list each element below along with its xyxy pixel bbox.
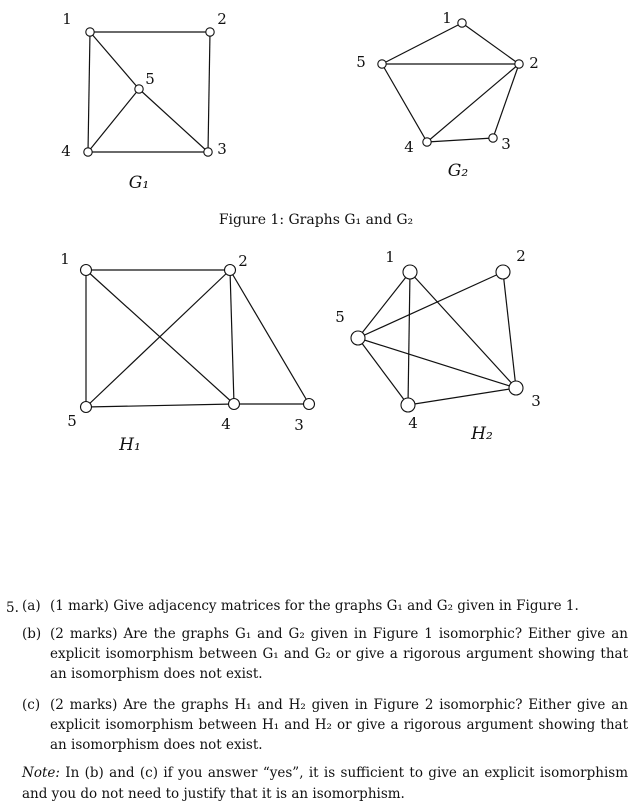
g2-edge-4-3 xyxy=(427,138,493,142)
g2-vertex-5 xyxy=(378,60,386,68)
part-a-label: (a) xyxy=(22,598,41,614)
h2-edge-1-4 xyxy=(408,272,410,405)
g1-graph-label: G₁ xyxy=(128,173,150,193)
g2-edge-5-4 xyxy=(382,64,427,142)
g2-vertex-3 xyxy=(489,134,497,142)
g2-vertex-label-3: 3 xyxy=(501,135,511,153)
g1-vertex-label-3: 3 xyxy=(217,140,227,158)
note xyxy=(22,763,628,805)
g2-vertex-label-2: 2 xyxy=(529,54,539,72)
h2-vertex-1 xyxy=(403,265,417,279)
g2-vertex-1 xyxy=(458,19,466,27)
g1-vertex-label-4: 4 xyxy=(61,142,71,160)
h2-vertex-2 xyxy=(496,265,510,279)
h1-edge-2-3 xyxy=(230,270,309,404)
h2-edge-1-5 xyxy=(358,272,410,338)
g1-edge-1-4 xyxy=(88,32,90,152)
h1-vertex-label-2: 2 xyxy=(238,252,248,270)
g2-graph-label: G₂ xyxy=(447,161,469,181)
h1-edge-5-4 xyxy=(86,404,234,407)
g1-vertex-label-1: 1 xyxy=(62,10,72,28)
h2-vertex-label-3: 3 xyxy=(531,392,541,410)
figure-1-caption: Figure 1: Graphs G₁ and G₂ xyxy=(218,212,414,228)
h1-graph-label: H₁ xyxy=(119,435,141,455)
g1-edge-5-4 xyxy=(88,89,139,152)
h2-edge-5-4 xyxy=(358,338,408,405)
g2-vertex-label-5: 5 xyxy=(356,53,366,71)
g2-edge-1-5 xyxy=(382,23,462,64)
h1-vertex-2 xyxy=(225,265,236,276)
g2-vertex-4 xyxy=(423,138,431,146)
h2-vertex-label-1: 1 xyxy=(385,248,395,266)
g1-vertex-1 xyxy=(86,28,94,36)
h2-graph-label: H₂ xyxy=(471,424,493,444)
h1-vertex-3 xyxy=(304,399,315,410)
h1-vertex-1 xyxy=(81,265,92,276)
part-c-text: (2 marks) Are the graphs H₁ and H₂ given in Figure 2 isomorphic? Either give an explicit isomorphism between H₁ and H₂ or give a rigorous argument showing that an isomorphism does not exist. xyxy=(50,697,628,753)
part-b xyxy=(22,624,628,684)
g2-vertex-label-1: 1 xyxy=(442,9,452,27)
g2-vertex-2 xyxy=(515,60,523,68)
g1-vertex-2 xyxy=(206,28,214,36)
h1-vertex-label-4: 4 xyxy=(221,415,231,433)
h1-vertex-label-1: 1 xyxy=(60,250,70,268)
part-a xyxy=(22,596,628,616)
g2-vertex-label-4: 4 xyxy=(404,138,414,156)
g1-vertex-5 xyxy=(135,85,143,93)
note-text: In (b) and (c) if you answer “yes”, it is sufficient to give an explicit isomorphism and you do not need to justify that it is an isomorphism. xyxy=(22,765,628,802)
g1-vertex-label-5: 5 xyxy=(145,70,155,88)
g2-edge-1-2 xyxy=(462,23,519,64)
question-number: 5. xyxy=(6,600,19,616)
h2-vertex-3 xyxy=(509,381,523,395)
h2-vertex-4 xyxy=(401,398,415,412)
h1-edge-2-5 xyxy=(86,270,230,407)
h2-vertex-label-4: 4 xyxy=(408,414,418,432)
h2-edge-5-2 xyxy=(358,272,503,338)
g1-vertex-3 xyxy=(204,148,212,156)
g1-vertex-label-2: 2 xyxy=(217,10,227,28)
h1-vertex-5 xyxy=(81,402,92,413)
h2-vertex-5 xyxy=(351,331,365,345)
g1-edge-1-5 xyxy=(90,32,139,89)
part-c xyxy=(22,695,628,755)
part-b-text: (2 marks) Are the graphs G₁ and G₂ given in Figure 1 isomorphic? Either give an explicit isomorphism between G₁ and G₂ or give a rigorous argument showing that an isomorphism does not exist. xyxy=(50,626,628,682)
h1-vertex-label-5: 5 xyxy=(67,412,77,430)
note-label: Note: xyxy=(22,765,60,781)
h2-edge-5-3 xyxy=(358,338,516,388)
h2-vertex-label-2: 2 xyxy=(516,247,526,265)
part-b-label: (b) xyxy=(22,626,42,642)
part-a-text: (1 mark) Give adjacency matrices for the graphs G₁ and G₂ given in Figure 1. xyxy=(50,598,579,614)
h2-edge-2-3 xyxy=(503,272,516,388)
h2-edge-4-3 xyxy=(408,388,516,405)
h2-vertex-label-5: 5 xyxy=(335,308,345,326)
g1-vertex-4 xyxy=(84,148,92,156)
h1-vertex-4 xyxy=(229,399,240,410)
h1-vertex-label-3: 3 xyxy=(294,416,304,434)
h1-edge-2-4 xyxy=(230,270,234,404)
g1-edge-5-3 xyxy=(139,89,208,152)
g1-edge-2-3 xyxy=(208,32,210,152)
part-c-label: (c) xyxy=(22,697,41,713)
